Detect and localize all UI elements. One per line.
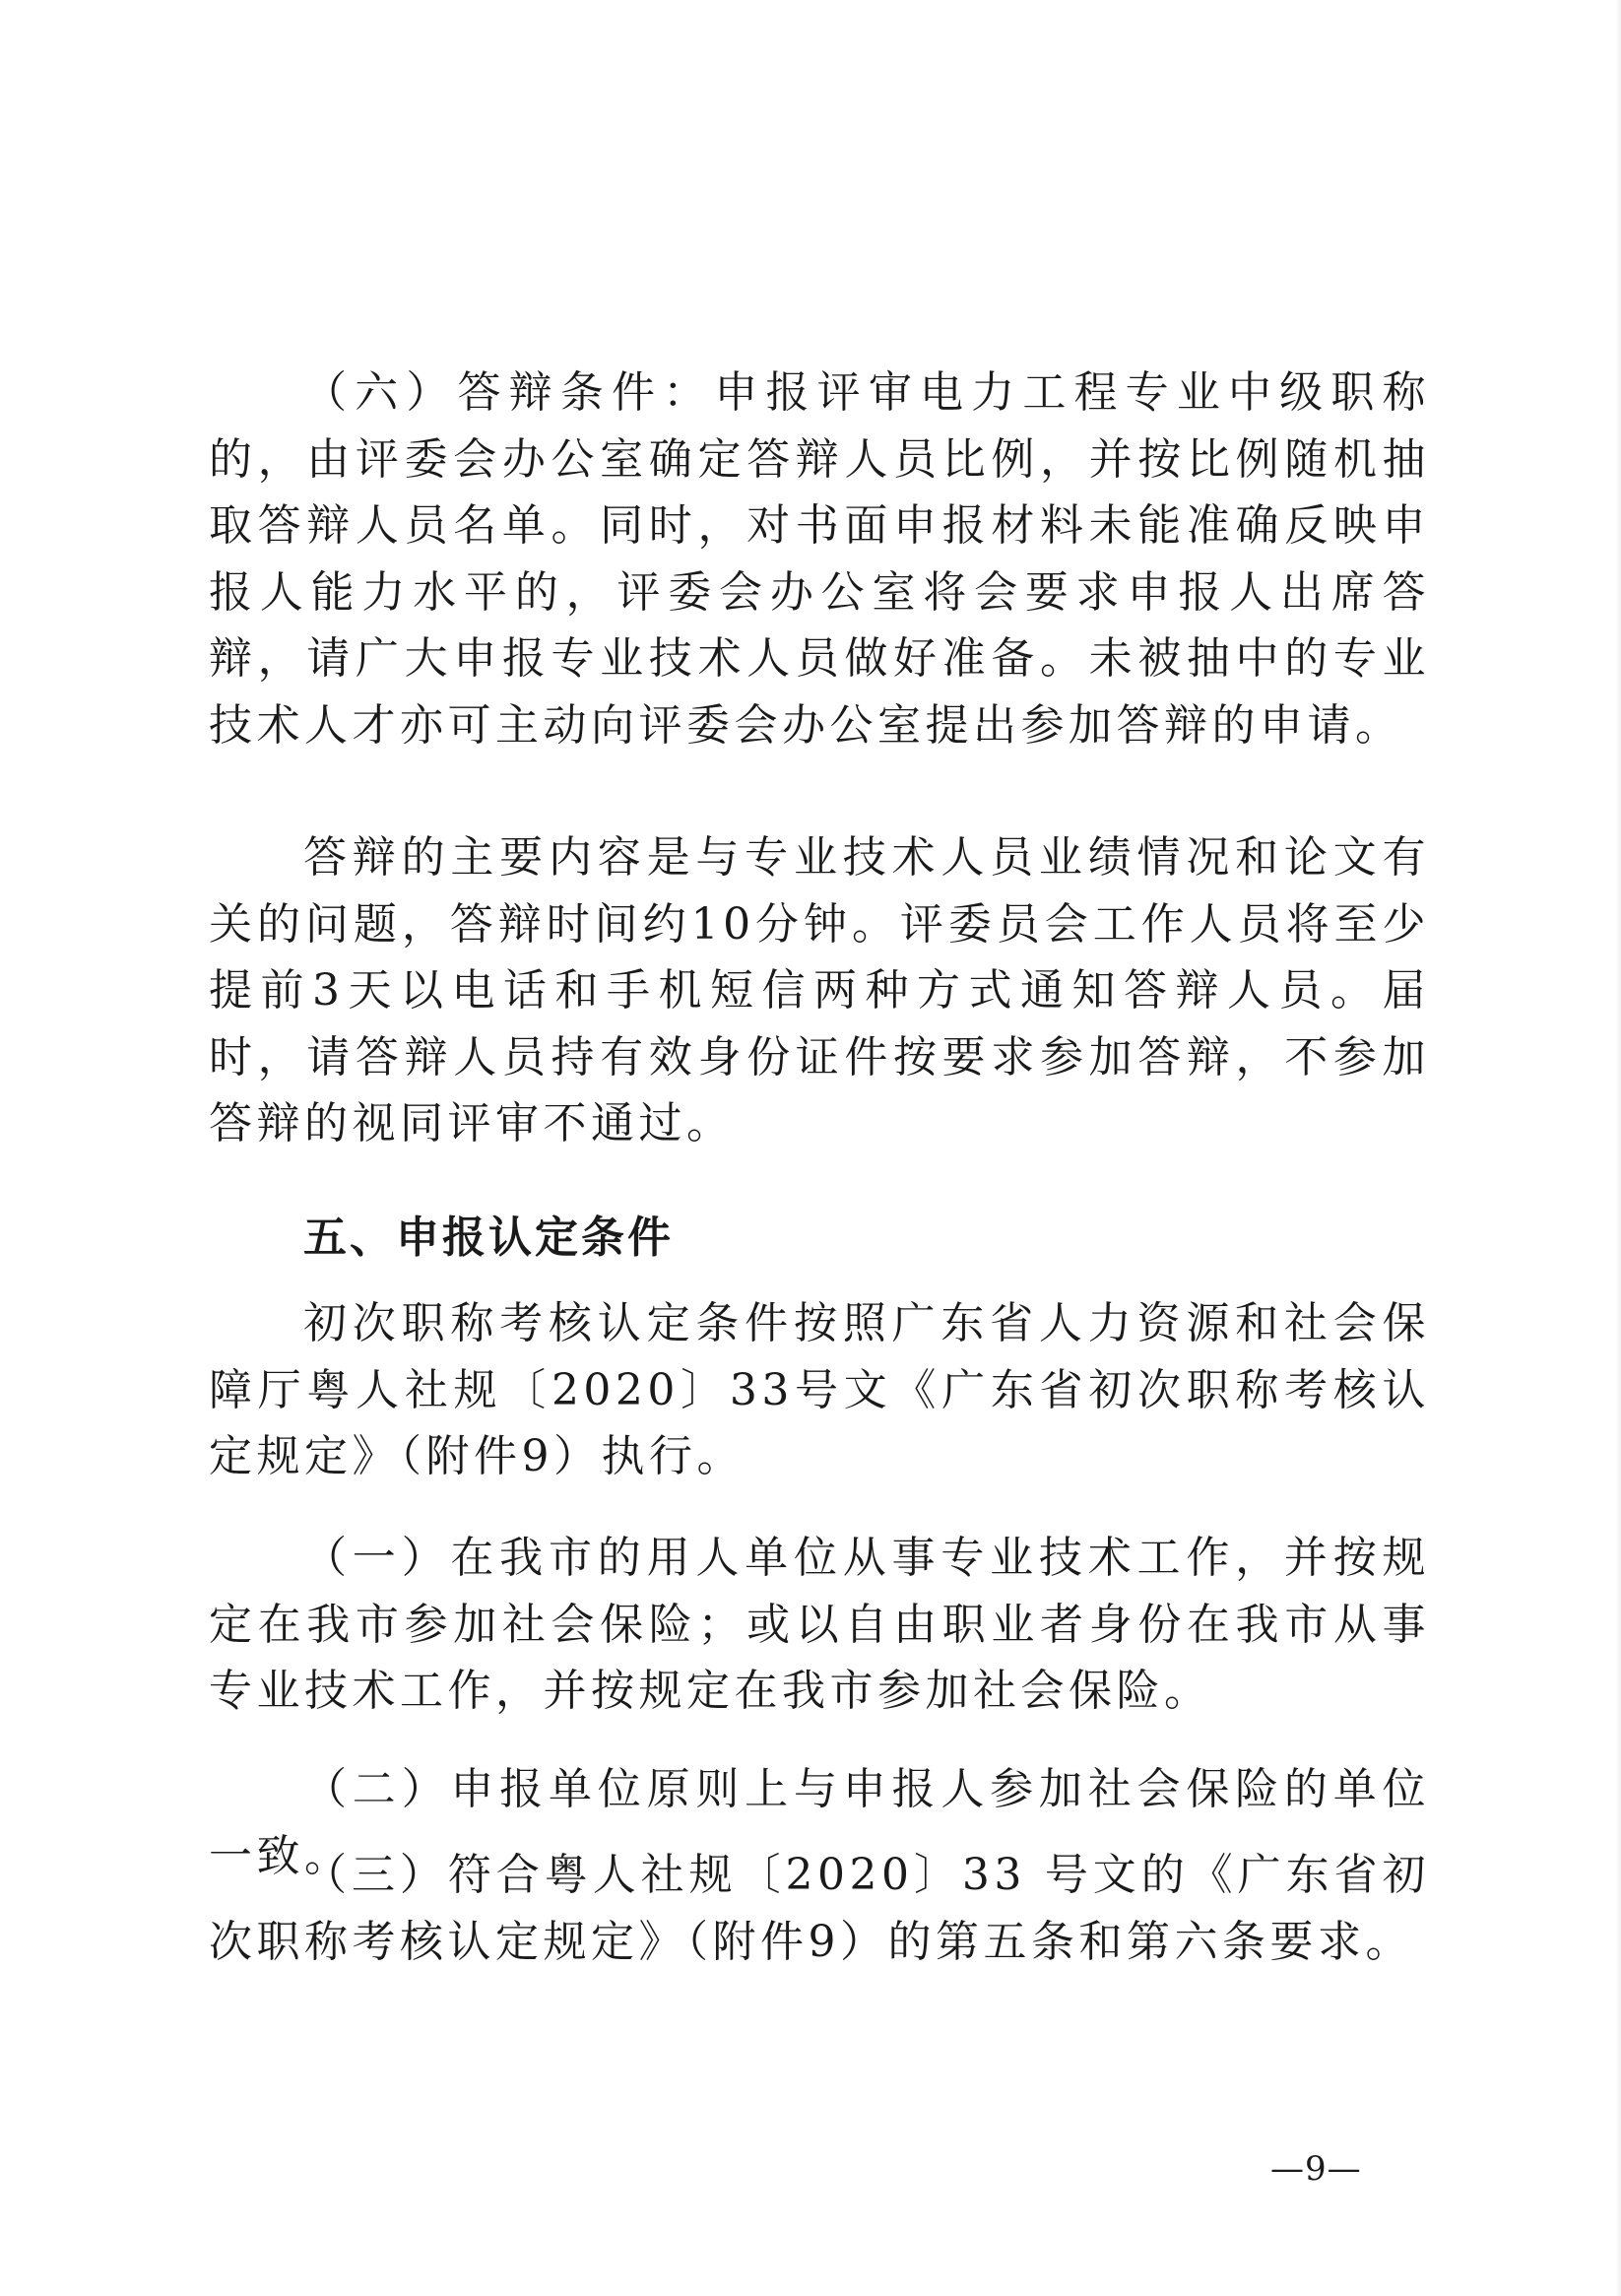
paragraph-defense-conditions: （六）答辩条件：申报评审电力工程专业中级职称的，由评委会办公室确定答辩人员比例，并按比例随机抽取答辩人员名单。同时，对书面申报材料未能准确反映申报人能力水平的，评委会办公室将会要求申报人出席答辩，请广大申报专业技术人员做好准备。未被抽中的专业技术人才亦可主动向评委会办公室提出参加答辩的申请。: [209, 367, 1430, 751]
paragraph-initial-certification: 初次职称考核认定条件按照广东省人力资源和社会保障厅粤人社规〔2020〕33号文《广东省初次职称考核认定规定》（附件9）执行。: [209, 1298, 1430, 1481]
section-heading: 五、申报认定条件: [303, 1213, 674, 1263]
paragraph-condition-one: （一）在我市的用人单位从事专业技术工作，并按规定在我市参加社会保险；或以自由职业者身份在我市从事专业技术工作，并按规定在我市参加社会保险。: [209, 1533, 1430, 1716]
scan-edge-shadow: [1615, 0, 1621, 2296]
page-number: —9—: [1270, 2149, 1362, 2189]
paragraph-condition-two: （二）申报单位原则上与申报人参加社会保险的单位一致。: [209, 1764, 1430, 1881]
paragraph-defense-content: 答辩的主要内容是与专业技术人员业绩情况和论文有关的问题，答辩时间约10分钟。评委员会工作人员将至少提前3天以电话和手机短信两种方式通知答辩人员。届时，请答辩人员持有效身份证件按要求参加答辩，不参加答辩的视同评审不通过。: [209, 832, 1430, 1148]
paragraph-condition-three: （三）符合粤人社规〔2020〕33 号文的《广东省初次职称考核认定规定》（附件9）的第五条和第六条要求。: [209, 1850, 1430, 1967]
